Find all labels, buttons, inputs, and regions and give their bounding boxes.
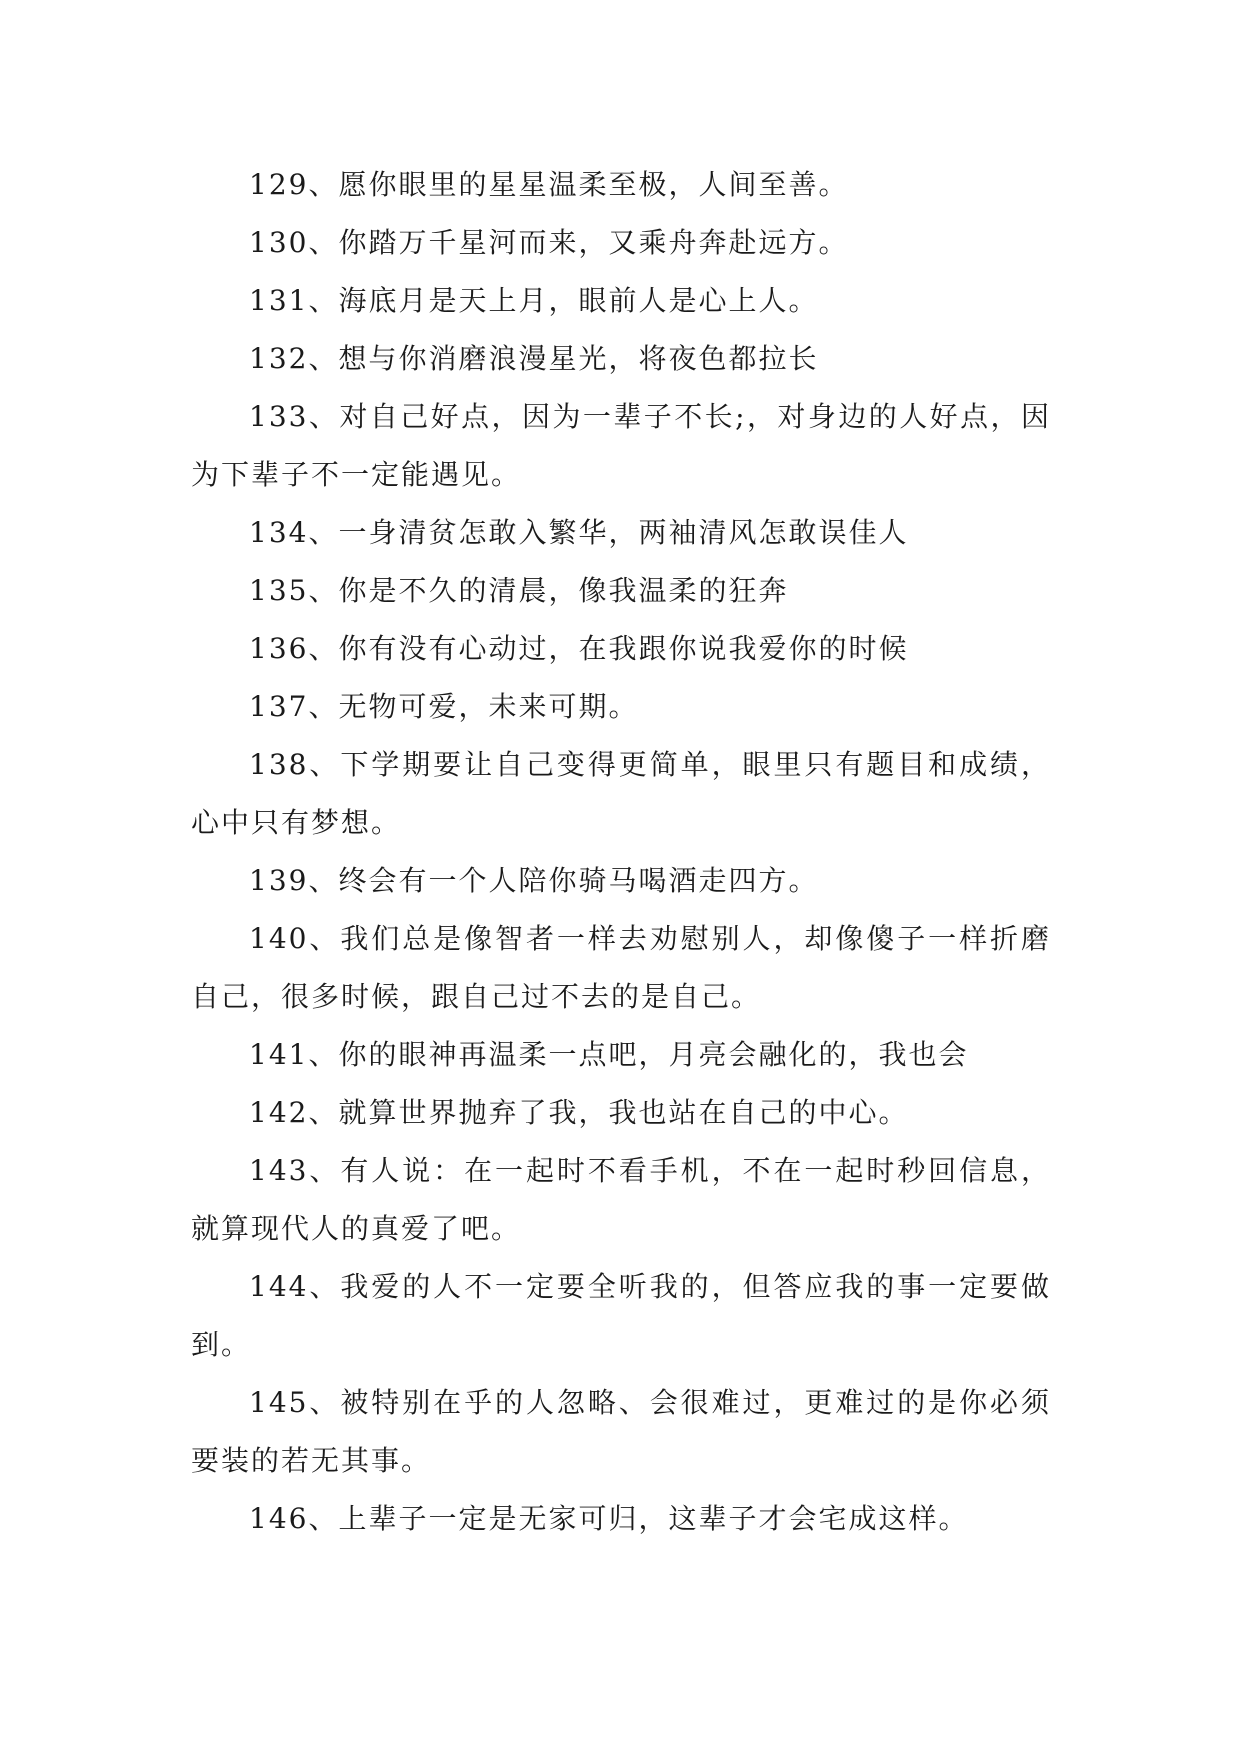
paragraph-133: 133、对自己好点，因为一辈子不长;，对身边的人好点，因为下辈子不一定能遇见。 bbox=[191, 400, 1051, 491]
paragraph-131: 131、海底月是天上月，眼前人是心上人。 bbox=[249, 284, 819, 317]
paragraph-138: 138、下学期要让自己变得更简单，眼里只有题目和成绩，心中只有梦想。 bbox=[191, 748, 1051, 839]
paragraph-135: 135、你是不久的清晨，像我温柔的狂奔 bbox=[249, 574, 789, 607]
paragraph-145: 145、被特别在乎的人忽略、会很难过，更难过的是你必须要装的若无其事。 bbox=[191, 1386, 1051, 1477]
paragraph-129: 129、愿你眼里的星星温柔至极，人间至善。 bbox=[249, 168, 849, 201]
paragraph-139: 139、终会有一个人陪你骑马喝酒走四方。 bbox=[249, 864, 819, 897]
document-body bbox=[191, 156, 1051, 1548]
paragraph-142: 142、就算世界抛弃了我，我也站在自己的中心。 bbox=[249, 1096, 909, 1129]
paragraph-130: 130、你踏万千星河而来，又乘舟奔赴远方。 bbox=[249, 226, 849, 259]
paragraph-137: 137、无物可爱，未来可期。 bbox=[249, 690, 639, 723]
paragraph-141: 141、你的眼神再温柔一点吧，月亮会融化的，我也会 bbox=[249, 1038, 969, 1071]
paragraph-132: 132、想与你消磨浪漫星光，将夜色都拉长 bbox=[249, 342, 819, 375]
paragraph-144: 144、我爱的人不一定要全听我的，但答应我的事一定要做到。 bbox=[191, 1270, 1051, 1361]
paragraph-140: 140、我们总是像智者一样去劝慰别人，却像傻子一样折磨自己，很多时候，跟自己过不去的是自己。 bbox=[191, 922, 1051, 1013]
paragraph-134: 134、一身清贫怎敢入繁华，两袖清风怎敢误佳人 bbox=[249, 516, 909, 549]
paragraph-143: 143、有人说：在一起时不看手机，不在一起时秒回信息，就算现代人的真爱了吧。 bbox=[191, 1154, 1051, 1245]
paragraph-146: 146、上辈子一定是无家可归，这辈子才会宅成这样。 bbox=[249, 1502, 969, 1535]
paragraph-136: 136、你有没有心动过，在我跟你说我爱你的时候 bbox=[249, 632, 909, 665]
